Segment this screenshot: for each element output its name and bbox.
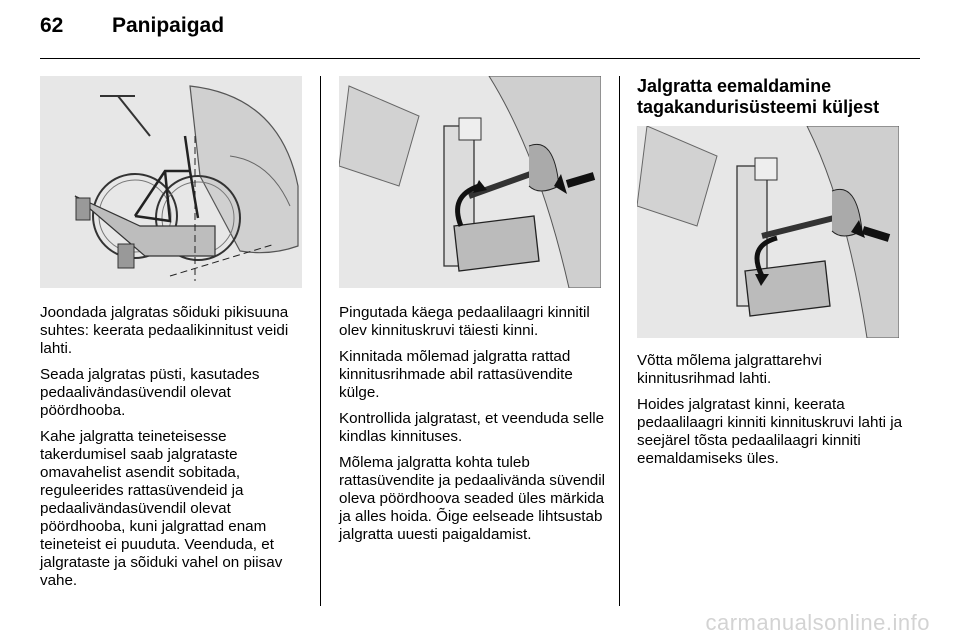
column-3-body — [637, 352, 907, 476]
paragraph: Joondada jalgratas sõiduki pikisuuna suhtes: keerata pedaalikinnitust veidi lahti. — [40, 304, 289, 357]
section-title: Jalgratta eemaldamine tagakandurisüsteemi küljest — [637, 76, 880, 117]
figure-pedal-clamp-loosen — [637, 126, 899, 338]
page-number: 62 — [40, 14, 64, 37]
column-2 — [339, 304, 609, 552]
figure-bike-carrier — [40, 76, 302, 288]
paragraph: Seada jalgratas püsti, kasutades pedaalivändasüvendil olevat pöördhooba. — [40, 366, 260, 419]
column-divider-2 — [619, 76, 620, 606]
header-rule — [40, 58, 920, 59]
paragraph: Kontrollida jalgratast, et veenduda selle kindlas kinnituses. — [339, 410, 605, 445]
paragraph: Mõlema jalgratta kohta tuleb rattasüvendite ja pedaalivända süvendil oleva pöördhoova seaded üles märkida ja alles hoida. Õige eelseade lihtsustab jalgratta uuesti paigaldamist. — [339, 454, 605, 543]
paragraph: Kinnitada mõlemad jalgratta rattad kinnitusrihmade abil rattasüvendite külge. — [339, 348, 573, 401]
pedal-clamp-tighten-illustration — [339, 76, 601, 288]
column-divider-1 — [320, 76, 321, 606]
pedal-clamp-loosen-illustration — [637, 126, 899, 338]
paragraph: Võtta mõlema jalgrattarehvi kinnitusrihmad lahti. — [637, 352, 822, 387]
bike-carrier-illustration — [40, 76, 302, 288]
page-header — [40, 14, 224, 38]
paragraph: Pingutada käega pedaalilaagri kinnitil olev kinnituskruvi täiesti kinni. — [339, 304, 590, 339]
figure-pedal-clamp-tighten — [339, 76, 601, 288]
column-3 — [637, 76, 907, 118]
page-title: Panipaigad — [112, 14, 225, 37]
column-1 — [40, 304, 310, 598]
watermark: carmanualsonline.info — [705, 610, 930, 635]
paragraph: Kahe jalgratta teineteisesse takerdumisel saab jalgrataste omavahelist asendit sobitada, reguleerides rattasüvendeid ja pedaalivändasüvendil olevat pöördhooba, kuni jalgrattad enam teineteist ei puuduta. Veenduda, et jalgrataste ja sõiduki vahel on piisav vahe. — [40, 428, 283, 589]
paragraph: Hoides jalgratast kinni, keerata pedaalilaagri kinniti kinnituskruvi lahti ja seejärel tõsta pedaalilaagri kinniti eemaldamiseks üles. — [637, 396, 903, 467]
